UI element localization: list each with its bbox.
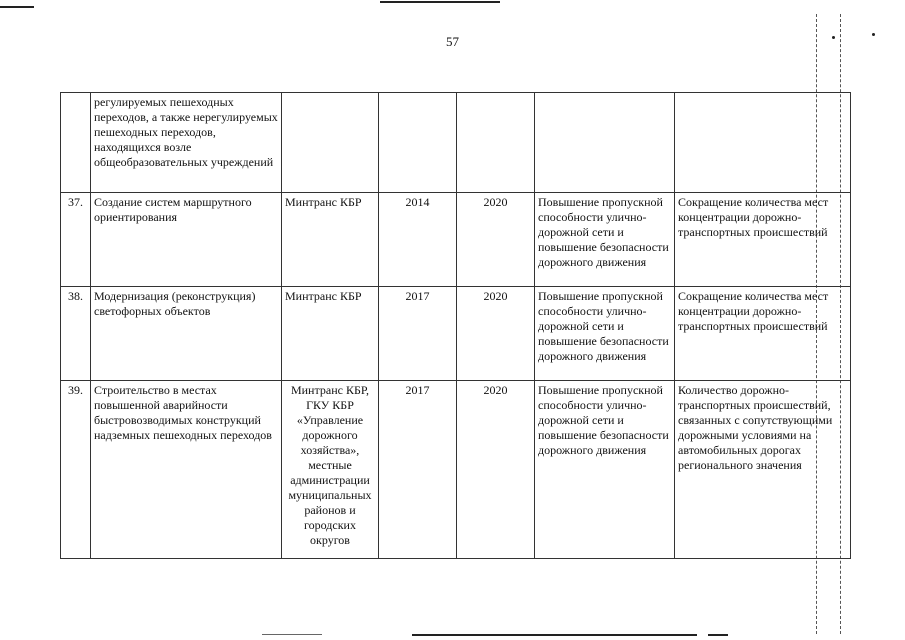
table-row (61, 381, 851, 559)
year-end (457, 93, 535, 193)
measures-table (60, 92, 851, 559)
year-end: 2020 (457, 381, 535, 559)
goal: Повышение пропускной способности улично-дорожной сети и повышение безопасности дорожного движения (535, 193, 675, 287)
table-row (61, 287, 851, 381)
measure-name: Модернизация (реконструкция) светофорных объектов (91, 287, 282, 381)
goal: Повышение пропускной способности улично-дорожной сети и повышение безопасности дорожного движения (535, 287, 675, 381)
table-row (61, 193, 851, 287)
scan-edge-line-top-mid (380, 1, 500, 3)
year-start (379, 93, 457, 193)
row-number: 37. (61, 193, 91, 287)
scan-edge-line-bottom-a (262, 634, 322, 635)
year-start: 2014 (379, 193, 457, 287)
year-end: 2020 (457, 287, 535, 381)
goal: Повышение пропускной способности улично-дорожной сети и повышение безопасности дорожного движения (535, 381, 675, 559)
measure-name: Создание систем маршрутного ориентирования (91, 193, 282, 287)
executor (282, 93, 379, 193)
expected-result (675, 93, 851, 193)
executor: Минтранс КБР (282, 287, 379, 381)
year-start: 2017 (379, 287, 457, 381)
goal (535, 93, 675, 193)
row-number (61, 93, 91, 193)
scan-edge-line-bottom-b (412, 634, 697, 636)
row-number: 38. (61, 287, 91, 381)
expected-result: Сокращение количества мест концентрации дорожно-транспортных происшествий (675, 287, 851, 381)
measure-name: Строительство в местах повышенной аварийности быстровозводимых конструкций надземных пешеходных переходов (91, 381, 282, 559)
year-end: 2020 (457, 193, 535, 287)
scan-edge-line-top-left (0, 6, 34, 8)
year-start: 2017 (379, 381, 457, 559)
measure-name: регулируемых пешеходных переходов, а также нерегулируемых пешеходных переходов, находящихся возле общеобразовательных учреждений (91, 93, 282, 193)
expected-result: Сокращение количества мест концентрации дорожно-транспортных происшествий (675, 193, 851, 287)
executor: Минтранс КБР (282, 193, 379, 287)
page-number: 57 (446, 34, 459, 49)
row-number: 39. (61, 381, 91, 559)
table-row (61, 93, 851, 193)
scan-edge-line-bottom-c (708, 634, 728, 636)
expected-result: Количество дорожно-транспортных происшествий, связанных с сопутствующими дорожными условиями на автомобильных дорогах регионального значения (675, 381, 851, 559)
executor: Минтранс КБР, ГКУ КБР «Управление дорожного хозяйства», местные администрации муниципальных районов и городских округов (282, 381, 379, 559)
